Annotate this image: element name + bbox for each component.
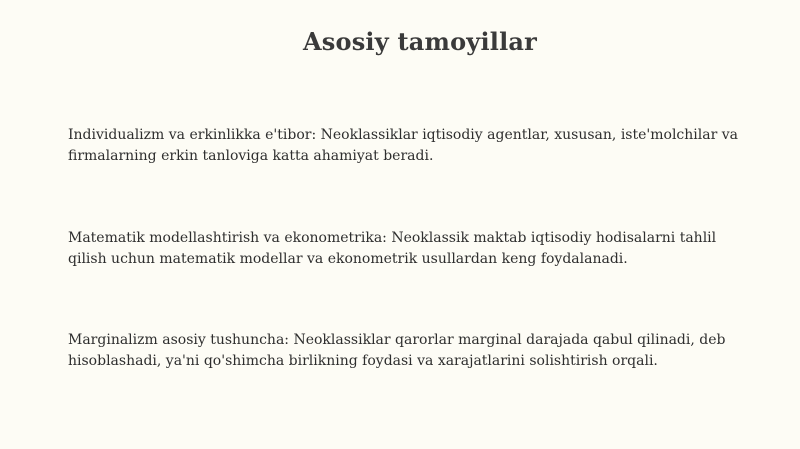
paragraph-mathematical-modeling: Matematik modellashtirish va ekonometrika: Neoklassik maktab iqtisodiy hodisalarni tahlil qilish uchun matematik modellar va ekonometrik usullardan keng foydalanadi.: [68, 230, 717, 267]
paragraph-marginalism: Marginalizm asosiy tushuncha: Neoklassiklar qarorlar marginal darajada qabul qilinadi, deb hisoblashadi, ya'ni qo'shimcha birlikning foydasi va xarajatlarini solishtirish orqali.: [68, 332, 726, 369]
paragraph-individualism: Individualizm va erkinlikka e'tibor: Neoklassiklar iqtisodiy agentlar, xususan, iste'molchilar va firmalarning erkin tanloviga katta ahamiyat beradi.: [68, 127, 738, 164]
slide-title: Asosiy tamoyillar: [302, 27, 537, 56]
